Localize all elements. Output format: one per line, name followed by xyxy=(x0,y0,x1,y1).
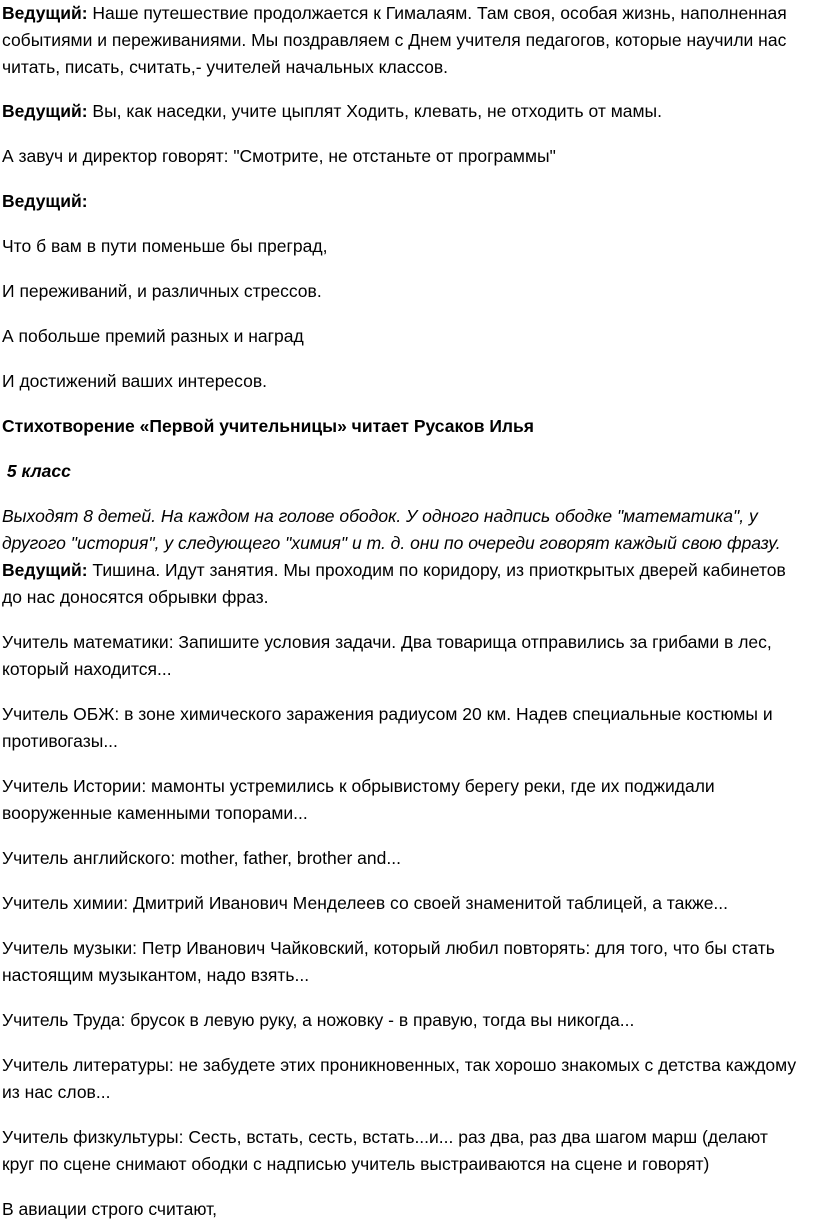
teacher-line-math: Учитель математики: Запишите условия задачи. Два товарища отправились за грибами в лес, который находится... xyxy=(2,632,772,679)
speaker-label: Ведущий: xyxy=(2,560,88,580)
paragraph-text: Вы, как наседки, учите цыплят Ходить, клевать, не отходить от мамы. xyxy=(87,101,662,121)
poem-line: Что б вам в пути поменьше бы преград, xyxy=(2,236,328,256)
teacher-line-music: Учитель музыки: Петр Иванович Чайковский, который любил повторять: для того, что бы стать настоящим музыкантом, надо взять... xyxy=(2,938,775,985)
teacher-line-literature: Учитель литературы: не забудете этих проникновенных, так хорошо знакомых с детства каждому из нас слов... xyxy=(2,1055,797,1102)
poem-heading: Стихотворение «Первой учительницы» читает Русаков Илья xyxy=(2,416,534,436)
poem-line: И достижений ваших интересов. xyxy=(2,371,267,391)
teacher-line-obzh: Учитель ОБЖ: в зоне химического заражения радиусом 20 км. Надев специальные костюмы и противогазы... xyxy=(2,704,773,751)
teacher-line-chemistry: Учитель химии: Дмитрий Иванович Менделеев со своей знаменитой таблицей, а также... xyxy=(2,893,729,913)
aviation-line: В авиации строго считают, xyxy=(2,1199,218,1219)
paragraph-text: Тишина. Идут занятия. Мы проходим по коридору, из приоткрытых дверей кабинетов до нас доносятся обрывки фраз. xyxy=(2,560,786,607)
speaker-label: Ведущий: xyxy=(2,3,88,23)
teacher-line-labor: Учитель Труда: брусок в левую руку, а ножовку - в правую, тогда вы никогда... xyxy=(2,1010,635,1030)
poem-line: И переживаний, и различных стрессов. xyxy=(2,281,322,301)
speaker-label: Ведущий: xyxy=(2,101,88,121)
speaker-label-standalone: Ведущий: xyxy=(2,191,88,211)
paragraph-host-silence xyxy=(2,557,798,611)
teacher-line-history: Учитель Истории: мамонты устремились к обрывистому берегу реки, где их поджидали вооруженные каменными топорами... xyxy=(2,776,715,823)
teacher-line-pe: Учитель физкультуры: Сесть, встать, сесть, встать...и... раз два, раз два шагом марш (делают круг по сцене снимают ободки с надписью учитель выстраиваются на сцене и говорят) xyxy=(2,1127,768,1174)
paragraph-host-hens xyxy=(2,98,798,125)
paragraph-text: Наше путешествие продолжается к Гималаям. Там своя, особая жизнь, наполненная событиями и переживаниями. Мы поздравляем с Днем учителя педагогов, которые научили нас читать, писать, считать,- учителей начальных классов. xyxy=(2,3,787,77)
stage-direction: Выходят 8 детей. На каждом на голове ободок. У одного надпись ободке "математика", у другого "история", у следующего "химия" и т. д. они по очереди говорят каждый свою фразу. xyxy=(2,506,781,553)
paragraph-host-intro xyxy=(2,0,798,81)
poem-line: А побольше премий разных и наград xyxy=(2,326,304,346)
grade-label: 5 класс xyxy=(2,461,71,481)
paragraph-principal: А завуч и директор говорят: "Смотрите, не отстаньте от программы" xyxy=(2,146,556,166)
teacher-line-english: Учитель английского: mother, father, brother and... xyxy=(2,848,401,868)
